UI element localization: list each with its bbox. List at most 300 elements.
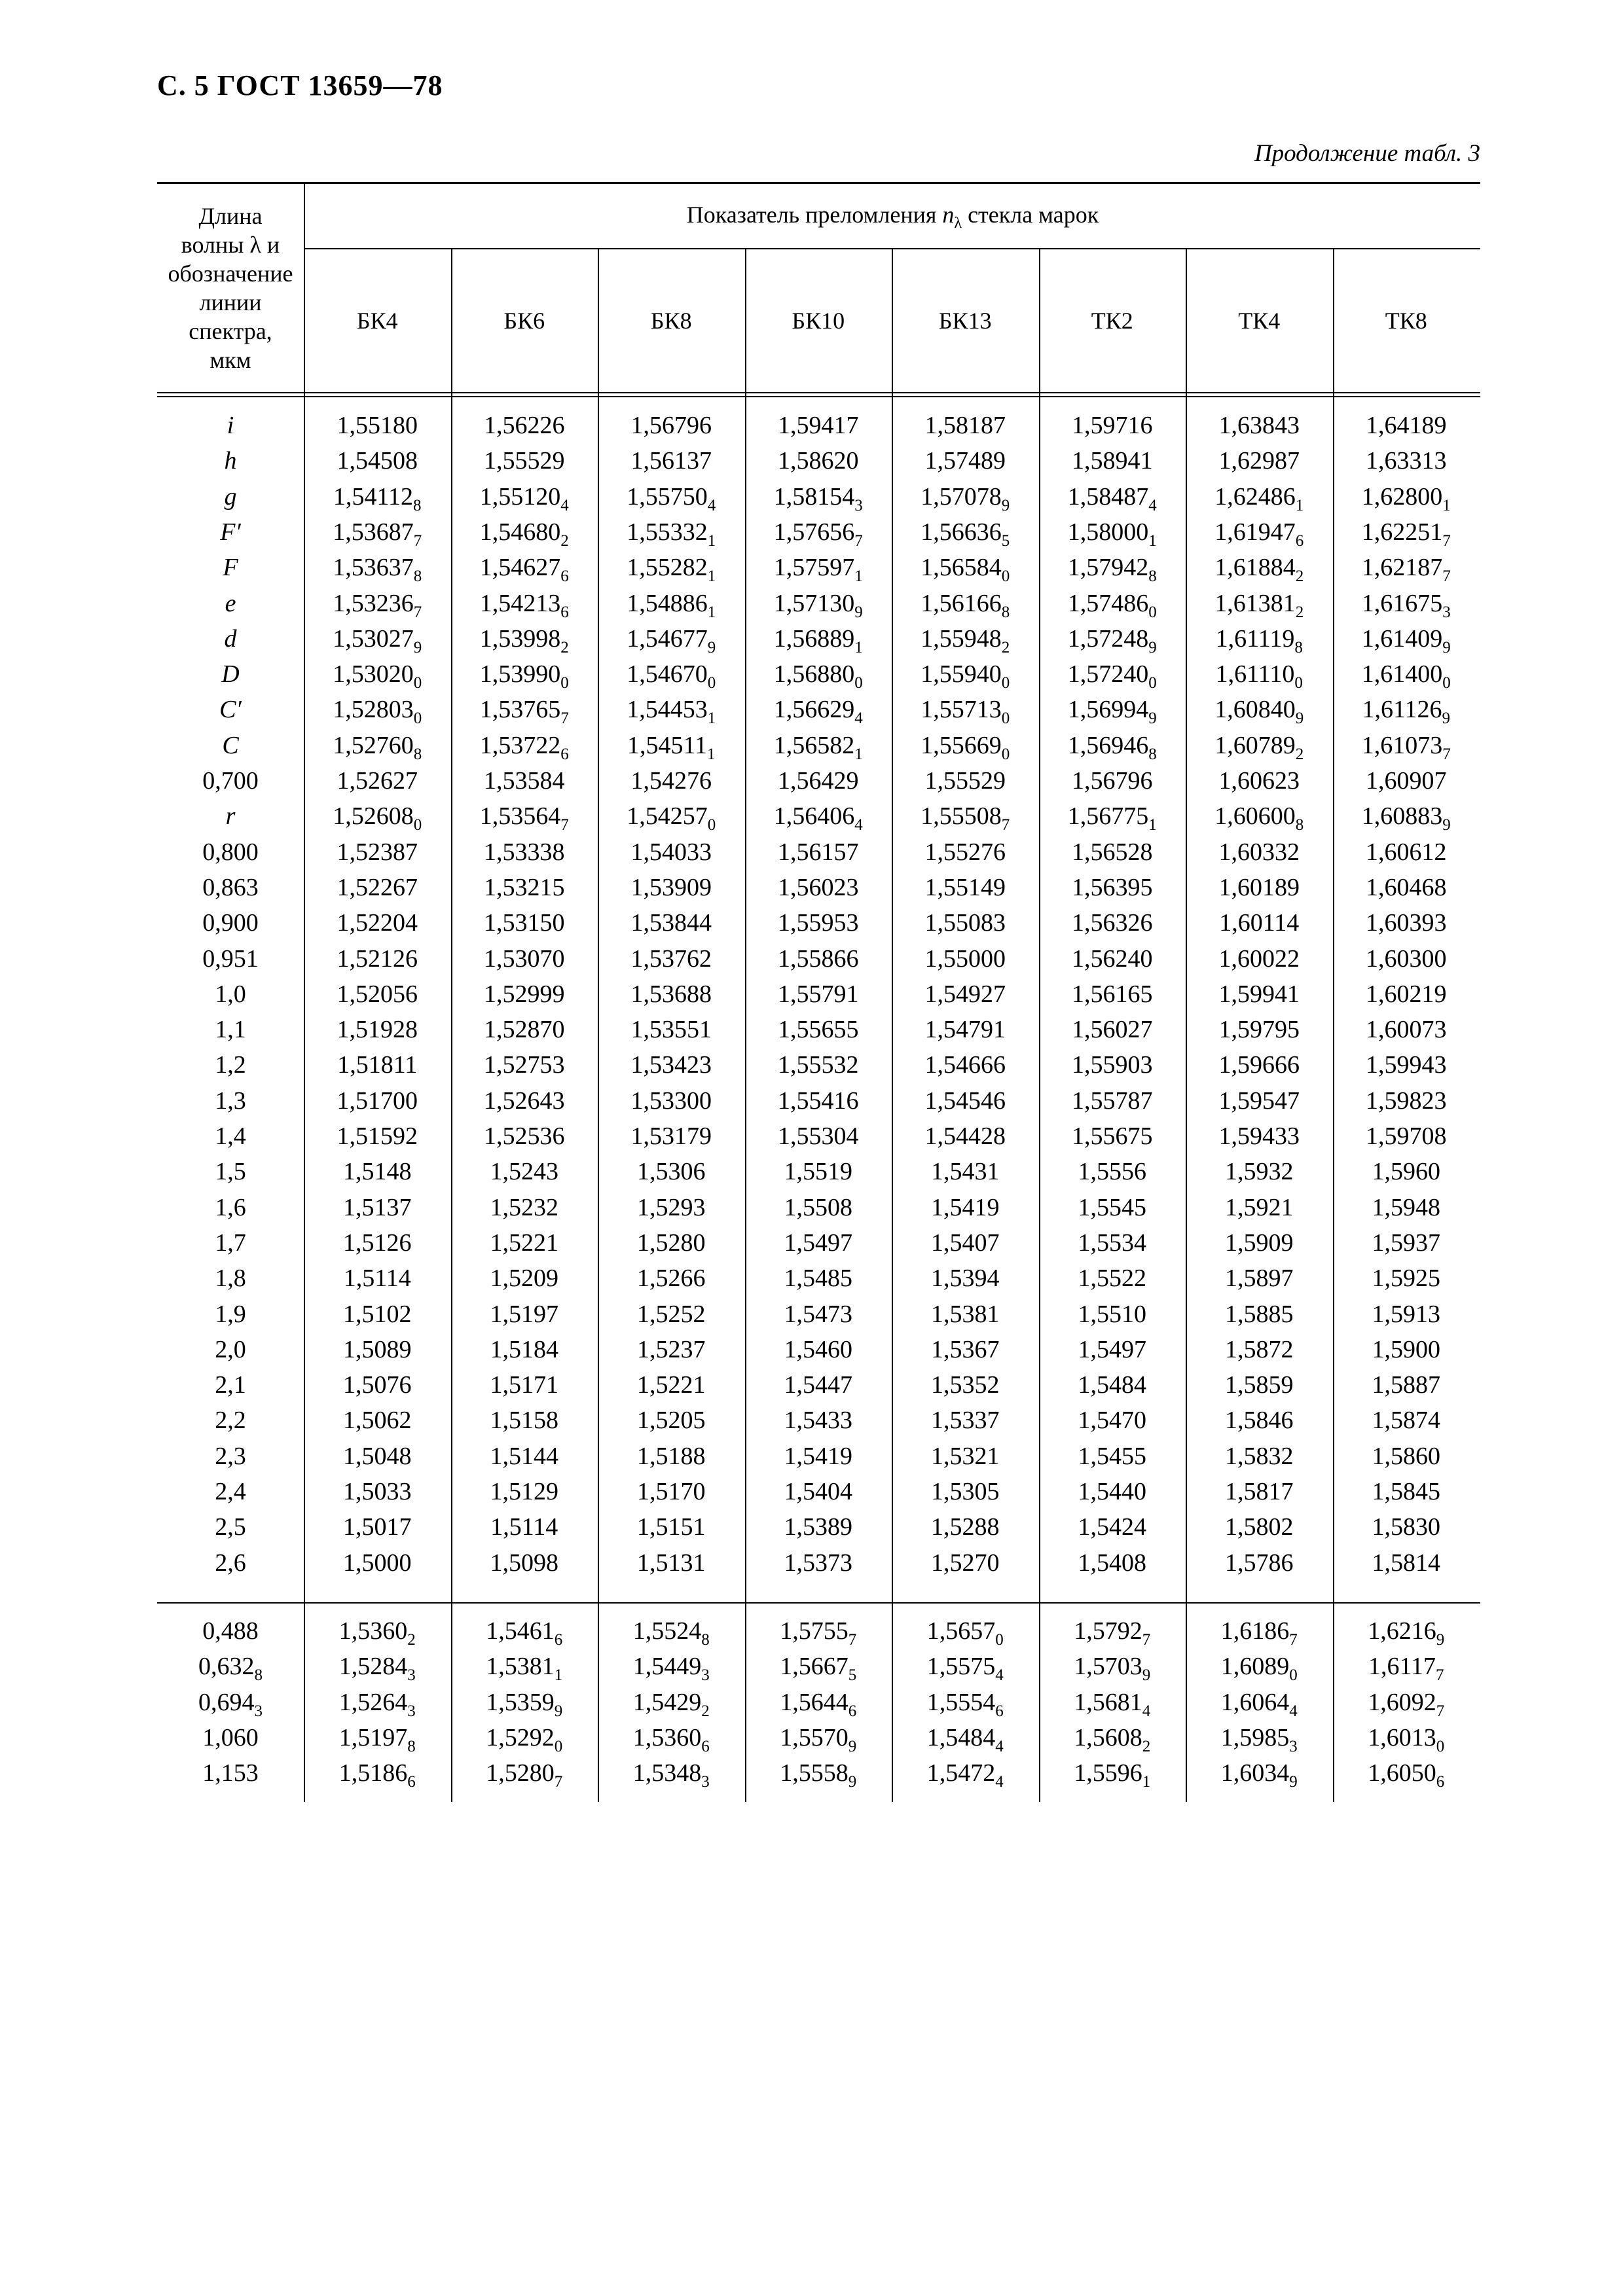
- wavelength-label: 1,153: [202, 1759, 259, 1787]
- refractive-index-value: $1,56166_8$: [921, 589, 1010, 621]
- refractive-index-value: $1,56584_0$: [921, 554, 1010, 586]
- table-row: [157, 1154, 1480, 1189]
- refractive-index-value: 1,58187: [924, 412, 1006, 439]
- wavelength-header-line: линии: [199, 289, 262, 315]
- refractive-index-value: 1,52870: [484, 1016, 565, 1044]
- refractive-index-value: 1,55532: [778, 1051, 859, 1079]
- refractive-index-value: $1,55282_1$: [627, 554, 716, 586]
- refractive-index-value: $1,54453_1$: [627, 696, 716, 728]
- wavelength-header-line: Длина: [198, 203, 263, 229]
- refractive-index-value: 1,62987: [1218, 447, 1300, 475]
- refractive-index-value: $1,6117_7$: [1368, 1653, 1444, 1685]
- refractive-index-value: 1,60907: [1366, 767, 1447, 795]
- table-row: [157, 728, 1480, 763]
- table-row: [157, 1720, 1480, 1755]
- refractive-index-value: 1,55276: [924, 838, 1006, 866]
- refractive-index-value: 1,53300: [630, 1086, 712, 1115]
- refractive-index-value: 1,5508: [784, 1193, 852, 1221]
- wavelength-header-line: спектра,: [189, 318, 272, 344]
- wavelength-label: e: [225, 589, 236, 617]
- wavelength-label: r: [225, 802, 236, 831]
- refractive-index-value: $1,62800_1$: [1361, 482, 1451, 514]
- refractive-index-value: 1,56796: [630, 412, 712, 439]
- refractive-index-value: 1,5408: [1078, 1549, 1146, 1577]
- refractive-index-value: 1,5188: [637, 1442, 706, 1470]
- table-row: [157, 1403, 1480, 1438]
- refractive-index-value: 1,5221: [637, 1371, 706, 1399]
- refractive-index-value: $1,53998_2$: [479, 624, 569, 656]
- refractive-index-value: 1,55675: [1072, 1122, 1153, 1150]
- refractive-index-value: 1,5367: [931, 1335, 1000, 1363]
- refractive-index-value: $1,56889_1$: [773, 624, 863, 656]
- table-row: [157, 1332, 1480, 1367]
- glass-grade-header: БК6: [503, 308, 545, 334]
- refractive-index-value: 1,59943: [1366, 1051, 1447, 1079]
- table-row: [157, 1119, 1480, 1154]
- refractive-index-value: $1,54511_1$: [627, 731, 716, 763]
- glass-grade-header: ТК8: [1385, 308, 1427, 334]
- refractive-index-value: 1,54033: [630, 838, 712, 866]
- refractive-index-value: 1,53844: [630, 909, 712, 937]
- refractive-index-value: 1,5887: [1372, 1371, 1440, 1399]
- wavelength-label: $0,632_8$: [198, 1653, 263, 1685]
- refractive-index-value: 1,5126: [343, 1229, 412, 1257]
- table-row: [157, 514, 1480, 550]
- refractive-index-value: $1,55948_2$: [921, 624, 1010, 656]
- wavelength-label: $0,694_3$: [198, 1688, 263, 1720]
- refractive-index-value: $1,5359_9$: [486, 1688, 563, 1720]
- header-bottom-double-rule-1: [157, 392, 1480, 393]
- wavelength-label: 0,863: [202, 873, 259, 901]
- table-row: [157, 479, 1480, 514]
- table-row: [157, 1685, 1480, 1720]
- refractive-index-value: $1,5524_8$: [632, 1617, 710, 1649]
- refractive-index-value: $1,61119_8$: [1215, 624, 1303, 656]
- refractive-index-value: 1,54508: [337, 447, 418, 475]
- wavelength-label: F: [223, 554, 238, 582]
- refractive-index-value: $1,61675_3$: [1361, 589, 1451, 621]
- refractive-index-value: 1,56226: [484, 412, 565, 439]
- refractive-index-value: $1,53637_8$: [333, 554, 422, 586]
- refractive-index-value: $1,5558_9$: [780, 1759, 857, 1791]
- refractive-index-value: 1,5270: [931, 1549, 1000, 1577]
- refractive-index-value: 1,53423: [630, 1051, 712, 1079]
- refractive-index-value: $1,57656_7$: [773, 518, 863, 550]
- refractive-index-value: $1,54112_8$: [333, 482, 422, 514]
- refractive-index-value: 1,54791: [924, 1016, 1006, 1044]
- refractive-index-value: 1,58941: [1072, 447, 1153, 475]
- refractive-index-value: $1,53564_7$: [479, 802, 569, 834]
- refractive-index-value: 1,60073: [1366, 1016, 1447, 1044]
- refractive-index-value: 1,60300: [1366, 944, 1447, 973]
- table-row: [157, 1613, 1480, 1649]
- refractive-index-value: 1,5860: [1372, 1442, 1440, 1470]
- refractive-index-value: $1,5472_4$: [926, 1759, 1004, 1791]
- refractive-index-value: $1,5429_2$: [632, 1688, 710, 1720]
- refractive-index-symbol: n: [942, 202, 955, 228]
- refractive-index-value: 1,5897: [1225, 1265, 1294, 1293]
- refractive-index-value: 1,5148: [343, 1158, 412, 1186]
- refractive-index-value: 1,5556: [1078, 1158, 1146, 1186]
- refractive-index-value: 1,59941: [1218, 980, 1300, 1008]
- refractive-index-value: $1,52760_8$: [333, 731, 422, 763]
- refractive-index-value: $1,5596_1$: [1074, 1759, 1151, 1791]
- refractive-index-value: $1,60789_2$: [1214, 731, 1304, 763]
- refractive-index-value: 1,5394: [931, 1265, 1000, 1293]
- refractive-index-value: 1,52267: [337, 873, 418, 901]
- refractive-index-value: $1,5284_3$: [338, 1653, 416, 1685]
- refractive-index-value: 1,55655: [778, 1016, 859, 1044]
- refractive-index-value: 1,60219: [1366, 980, 1447, 1008]
- refractive-index-value: 1,5266: [637, 1265, 706, 1293]
- refractive-index-value: 1,59716: [1072, 412, 1153, 439]
- refractive-index-value: 1,55529: [924, 767, 1006, 795]
- refractive-index-value: 1,5243: [490, 1158, 558, 1186]
- refractive-index-value: 1,5232: [490, 1193, 558, 1221]
- refractive-index-value: $1,5608_2$: [1074, 1723, 1151, 1755]
- refractive-index-value: $1,54677_9$: [627, 624, 716, 656]
- refractive-index-value: $1,56946_8$: [1067, 731, 1157, 763]
- wavelength-label: 1,7: [215, 1229, 246, 1257]
- refractive-index-value: $1,57248_9$: [1067, 624, 1157, 656]
- refractive-index-value: $1,6089_0$: [1220, 1653, 1298, 1685]
- refractive-index-value: 1,5872: [1225, 1335, 1294, 1363]
- refractive-index-value: $1,55713_0$: [921, 696, 1010, 728]
- refractive-index-value: 1,60022: [1218, 944, 1300, 973]
- refractive-index-value: $1,57240_0$: [1067, 660, 1157, 692]
- refractive-index-value: $1,6034_9$: [1220, 1759, 1298, 1791]
- wavelength-label: 2,5: [215, 1513, 246, 1541]
- refractive-index-value: 1,60114: [1219, 909, 1300, 937]
- wavelength-label: C′: [219, 696, 242, 724]
- refractive-index-value: 1,59433: [1218, 1122, 1300, 1150]
- refractive-index-value: $1,56994_9$: [1067, 696, 1157, 728]
- table-row: [157, 408, 1480, 443]
- refractive-index-value: $1,5554_6$: [926, 1688, 1004, 1720]
- refractive-index-value: 1,63313: [1366, 447, 1447, 475]
- refractive-index-value: $1,61400_0$: [1361, 660, 1451, 692]
- refractive-index-symbol-subscript: λ: [954, 215, 962, 232]
- refractive-index-value: $1,61073_7$: [1361, 731, 1451, 763]
- refractive-index-value: 1,5832: [1225, 1442, 1294, 1470]
- table-row: [157, 941, 1480, 977]
- refractive-index-value: $1,53687_7$: [333, 518, 422, 550]
- refractive-index-value: 1,53338: [484, 838, 565, 866]
- refractive-index-value: 1,52204: [337, 909, 418, 937]
- document-header-code: С. 5 ГОСТ 13659—78: [157, 69, 443, 101]
- wavelength-label: 1,6: [215, 1193, 246, 1221]
- refractive-index-value: 1,5305: [931, 1478, 1000, 1505]
- refractive-index-value: $1,56406_4$: [773, 802, 863, 834]
- refractive-index-value: $1,6186_7$: [1220, 1617, 1298, 1649]
- refractive-index-value: 1,55953: [778, 909, 859, 937]
- refractive-index-value: 1,5485: [784, 1265, 852, 1293]
- refractive-index-value: 1,55866: [778, 944, 859, 973]
- refractive-index-value: 1,5814: [1372, 1549, 1440, 1577]
- refractive-index-value: 1,51700: [337, 1086, 418, 1115]
- refractive-index-value: $1,55669_0$: [921, 731, 1010, 763]
- refractive-index-value: 1,5000: [343, 1549, 412, 1577]
- refractive-index-value: 1,58620: [778, 447, 859, 475]
- refractive-index-value: 1,53215: [484, 873, 565, 901]
- refractive-index-value: $1,60883_9$: [1361, 802, 1451, 834]
- refractive-index-value: 1,5404: [784, 1478, 852, 1505]
- refractive-index-value: 1,5288: [931, 1513, 1000, 1541]
- table-continuation-note: Продолжение табл. 3: [1254, 140, 1480, 167]
- wavelength-label: 0,951: [202, 944, 259, 973]
- refractive-index-value: 1,5137: [343, 1193, 412, 1221]
- refractive-index-value: 1,5859: [1225, 1371, 1294, 1399]
- refractive-index-value: 1,5921: [1225, 1193, 1294, 1221]
- refractive-index-value: $1,5570_9$: [780, 1723, 857, 1755]
- refractive-index-value: $1,5360_6$: [632, 1723, 710, 1755]
- refractive-index-value: 1,53070: [484, 944, 565, 973]
- refractive-index-value: $1,62486_1$: [1214, 482, 1304, 514]
- refractive-index-value: 1,5497: [784, 1229, 852, 1257]
- wavelength-label: 1,8: [215, 1265, 246, 1293]
- group-header-prefix: Показатель преломления: [686, 202, 937, 228]
- refractive-index-value: 1,5913: [1372, 1300, 1440, 1328]
- refractive-index-value: 1,5932: [1225, 1158, 1294, 1186]
- refractive-index-value: $1,56880_0$: [773, 660, 863, 692]
- refractive-index-value: 1,5171: [490, 1371, 558, 1399]
- refractive-index-value: 1,53584: [484, 767, 565, 795]
- header-bottom-double-rule-2: [157, 396, 1480, 397]
- wavelength-label: 1,2: [215, 1051, 246, 1079]
- refractive-index-value: 1,5114: [490, 1513, 558, 1541]
- wavelength-label: g: [224, 482, 237, 511]
- refractive-index-value: $1,5264_3$: [338, 1688, 416, 1720]
- refractive-index-value: 1,5197: [490, 1300, 558, 1328]
- table-row: [157, 1509, 1480, 1545]
- refractive-index-value: 1,53551: [630, 1016, 712, 1044]
- refractive-index-value: 1,55083: [924, 909, 1006, 937]
- refractive-index-value: 1,5874: [1372, 1407, 1440, 1435]
- refractive-index-value: 1,5381: [931, 1300, 1000, 1328]
- table-row: [157, 621, 1480, 656]
- refractive-index-value: $1,52803_0$: [333, 696, 422, 728]
- table-row: [157, 905, 1480, 941]
- refractive-index-value: 1,5885: [1225, 1300, 1294, 1328]
- refractive-index-value: 1,60623: [1218, 767, 1300, 795]
- refractive-index-value: 1,5131: [637, 1549, 706, 1577]
- wavelength-label: F′: [220, 518, 241, 546]
- refractive-index-value: $1,61126_9$: [1362, 696, 1451, 728]
- wavelength-label: C: [222, 731, 239, 759]
- refractive-index-value: 1,5129: [490, 1478, 558, 1505]
- table-row: [157, 1047, 1480, 1083]
- refractive-index-value: $1,61947_6$: [1214, 518, 1304, 550]
- table-row: [157, 1190, 1480, 1225]
- refractive-index-value: $1,5360_2$: [338, 1617, 416, 1649]
- table-row: [157, 692, 1480, 727]
- table-row: [157, 1474, 1480, 1509]
- refractive-index-value: 1,5925: [1372, 1265, 1440, 1293]
- refractive-index-value: 1,56165: [1072, 980, 1153, 1008]
- refractive-index-value: $1,56775_1$: [1067, 802, 1157, 834]
- refractive-index-value: 1,54546: [924, 1086, 1006, 1115]
- refractive-index-value: $1,5449_3$: [632, 1653, 710, 1685]
- wavelength-label: h: [224, 447, 237, 475]
- refractive-index-value: 1,5114: [343, 1265, 411, 1293]
- wavelength-label: 2,4: [215, 1478, 246, 1505]
- refractive-index-value: $1,53020_0$: [333, 660, 422, 692]
- refractive-index-value: 1,5280: [637, 1229, 706, 1257]
- refractive-index-value: 1,5447: [784, 1371, 852, 1399]
- refractive-index-value: $1,61381_2$: [1214, 589, 1304, 621]
- refractive-index-group-header: [305, 200, 1480, 238]
- refractive-index-value: 1,64189: [1366, 412, 1447, 439]
- refractive-index-value: 1,5960: [1372, 1158, 1440, 1186]
- table-row: [157, 1439, 1480, 1474]
- refractive-index-value: 1,52387: [337, 838, 418, 866]
- refractive-index-value: 1,54927: [924, 980, 1006, 1008]
- refractive-index-value: 1,53762: [630, 944, 712, 973]
- refractive-index-value: 1,5470: [1078, 1407, 1146, 1435]
- refractive-index-value: $1,57078_9$: [921, 482, 1010, 514]
- wavelength-label: i: [227, 412, 234, 439]
- refractive-index-value: 1,51928: [337, 1016, 418, 1044]
- refractive-index-value: 1,5431: [931, 1158, 1000, 1186]
- glass-grade-header: ТК4: [1238, 308, 1281, 334]
- refractive-index-value: 1,53179: [630, 1122, 712, 1150]
- table-row: [157, 870, 1480, 905]
- table-row: [157, 977, 1480, 1012]
- refractive-index-value: 1,5473: [784, 1300, 852, 1328]
- refractive-index-value: $1,56582_1$: [773, 731, 863, 763]
- refractive-index-value: 1,5184: [490, 1335, 558, 1363]
- refractive-index-value: $1,5484_4$: [926, 1723, 1004, 1755]
- wavelength-label: 0,700: [202, 767, 259, 795]
- refractive-index-value: 1,5076: [343, 1371, 412, 1399]
- wavelength-label: 2,3: [215, 1442, 246, 1470]
- refractive-index-value: 1,5433: [784, 1407, 852, 1435]
- refractive-index-value: 1,53688: [630, 980, 712, 1008]
- refractive-index-value: 1,56395: [1072, 873, 1153, 901]
- refractive-index-value: 1,59547: [1218, 1086, 1300, 1115]
- refractive-index-value: $1,5985_3$: [1220, 1723, 1298, 1755]
- refractive-index-value: 1,5205: [637, 1407, 706, 1435]
- refractive-index-value: 1,54276: [630, 767, 712, 795]
- refractive-index-value: $1,62251_7$: [1361, 518, 1451, 550]
- refractive-index-value: $1,58487_4$: [1067, 482, 1157, 514]
- glass-grade-header: БК4: [356, 308, 398, 334]
- refractive-index-value: 1,5151: [637, 1513, 706, 1541]
- refractive-index-value: 1,52753: [484, 1051, 565, 1079]
- refractive-index-value: 1,5440: [1078, 1478, 1146, 1505]
- refractive-index-value: 1,5170: [637, 1478, 706, 1505]
- refractive-index-value: $1,57130_9$: [773, 589, 863, 621]
- refractive-index-value: 1,5221: [490, 1229, 558, 1257]
- refractive-index-value: $1,53027_9$: [333, 624, 422, 656]
- refractive-index-value: 1,51811: [337, 1051, 418, 1079]
- wavelength-label: 0,900: [202, 909, 259, 937]
- refractive-index-value: 1,56240: [1072, 944, 1153, 973]
- refractive-index-value: $1,54627_6$: [479, 554, 569, 586]
- refractive-index-value: 1,5786: [1225, 1549, 1294, 1577]
- refractive-index-value: $1,5681_4$: [1074, 1688, 1151, 1720]
- refractive-index-value: 1,5817: [1225, 1478, 1294, 1505]
- refractive-index-value: 1,5352: [931, 1371, 1000, 1399]
- refractive-index-value: 1,5510: [1078, 1300, 1146, 1328]
- refractive-index-value: $1,53765_7$: [479, 696, 569, 728]
- refractive-index-value: 1,55149: [924, 873, 1006, 901]
- wavelength-label: D: [221, 660, 240, 689]
- table-row: [157, 834, 1480, 870]
- refractive-index-value: 1,60468: [1366, 873, 1447, 901]
- table-row: [157, 443, 1480, 478]
- refractive-index-value: 1,60612: [1366, 838, 1447, 866]
- refractive-index-value: 1,56023: [778, 873, 859, 901]
- refractive-index-value: $1,61409_9$: [1361, 624, 1451, 656]
- refractive-index-value: 1,5419: [784, 1442, 852, 1470]
- refractive-index-value: $1,61884_2$: [1214, 554, 1304, 586]
- refractive-index-value: 1,52627: [337, 767, 418, 795]
- refractive-index-value: 1,52536: [484, 1122, 565, 1150]
- refractive-index-value: $1,54670_0$: [627, 660, 716, 692]
- section-divider: [157, 1602, 1480, 1604]
- wavelength-label: 2,2: [215, 1407, 246, 1435]
- refractive-index-value: $1,62187_7$: [1361, 554, 1451, 586]
- wavelength-label: 1,1: [215, 1016, 246, 1044]
- wavelength-header-line: мкм: [210, 347, 251, 373]
- refractive-index-value: $1,5575_4$: [926, 1653, 1004, 1685]
- table-row: [157, 763, 1480, 798]
- refractive-index-value: $1,6092_7$: [1368, 1688, 1445, 1720]
- refractive-index-value: 1,59823: [1366, 1086, 1447, 1115]
- refractive-index-value: $1,52608_0$: [333, 802, 422, 834]
- refractive-index-value: 1,56528: [1072, 838, 1153, 866]
- table-row: [157, 1225, 1480, 1261]
- refractive-index-value: 1,60393: [1366, 909, 1447, 937]
- refractive-index-value: 1,60332: [1218, 838, 1300, 866]
- wavelength-header-line: обозначение: [168, 260, 293, 287]
- refractive-index-value: $1,53990_0$: [479, 660, 569, 692]
- refractive-index-value: $1,56629_4$: [773, 696, 863, 728]
- refractive-index-value: $1,6013_0$: [1368, 1723, 1445, 1755]
- table-row: [157, 550, 1480, 585]
- refractive-index-value: $1,5703_9$: [1074, 1653, 1151, 1685]
- refractive-index-value: 1,5419: [931, 1193, 1000, 1221]
- refractive-index-value: $1,5667_5$: [780, 1653, 857, 1685]
- refractive-index-value: $1,5755_7$: [780, 1617, 857, 1649]
- refractive-index-value: $1,55750_4$: [627, 482, 716, 514]
- refractive-index-value: 1,5424: [1078, 1513, 1146, 1541]
- table-row: [157, 798, 1480, 834]
- refractive-index-value: 1,63843: [1218, 412, 1300, 439]
- refractive-index-value: 1,5937: [1372, 1229, 1440, 1257]
- refractive-index-value: 1,5252: [637, 1300, 706, 1328]
- refractive-index-value: 1,5460: [784, 1335, 852, 1363]
- refractive-index-value: $1,5348_3$: [632, 1759, 710, 1791]
- refractive-index-value: 1,5846: [1225, 1407, 1294, 1435]
- table-row: [157, 1261, 1480, 1296]
- refractive-index-value: 1,5845: [1372, 1478, 1440, 1505]
- refractive-index-value: 1,5048: [343, 1442, 412, 1470]
- refractive-index-value: $1,6216_9$: [1368, 1617, 1445, 1649]
- refractive-index-value: $1,55940_0$: [921, 660, 1010, 692]
- refractive-index-value: 1,56137: [630, 447, 712, 475]
- refractive-index-value: $1,55508_7$: [921, 802, 1010, 834]
- wavelength-label: 2,1: [215, 1371, 246, 1399]
- refractive-index-value: 1,59666: [1218, 1051, 1300, 1079]
- refractive-index-value: 1,5534: [1078, 1229, 1146, 1257]
- refractive-index-value: 1,60189: [1218, 873, 1300, 901]
- refractive-index-value: 1,57489: [924, 447, 1006, 475]
- refractive-index-value: 1,5321: [931, 1442, 1000, 1470]
- refractive-index-value: $1,54680_2$: [479, 518, 569, 550]
- refractive-index-value: 1,55791: [778, 980, 859, 1008]
